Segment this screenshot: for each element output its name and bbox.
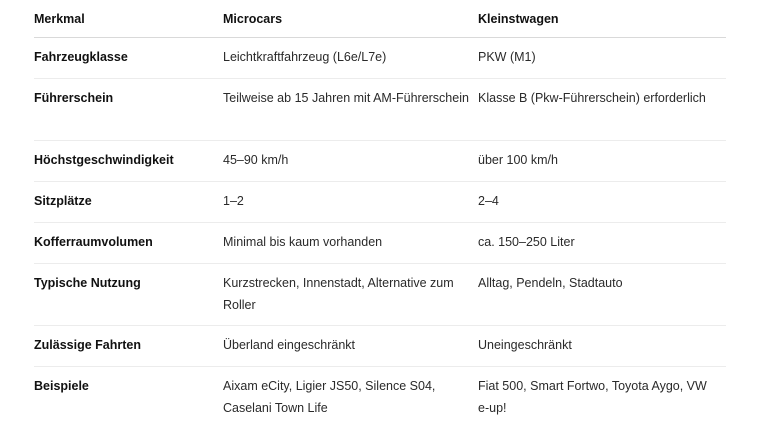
- microcars-cell: Aixam eCity, Ligier JS50, Silence S04, Caselani Town Life: [223, 379, 436, 415]
- kleinstwagen-cell: über 100 km/h: [478, 141, 726, 182]
- kleinstwagen-cell: Alltag, Pendeln, Stadtauto: [478, 264, 726, 326]
- row-label: Beispiele: [34, 379, 89, 393]
- table-row: [34, 367, 726, 429]
- header-kleinstwagen: Kleinstwagen: [478, 0, 726, 38]
- row-label: Fahrzeugklasse: [34, 38, 223, 79]
- header-feature: Merkmal: [34, 0, 223, 38]
- table-row: [34, 264, 726, 326]
- table-row: [34, 223, 726, 264]
- header-microcars: Microcars: [223, 0, 478, 38]
- microcars-cell: Teilweise ab 15 Jahren mit AM-Führerschein: [223, 79, 478, 141]
- row-label: Zulässige Fahrten: [34, 326, 223, 367]
- row-label: Kofferraumvolumen: [34, 223, 223, 264]
- table-row: [34, 141, 726, 182]
- microcars-cell: Überland eingeschränkt: [223, 326, 478, 367]
- table-row: [34, 182, 726, 223]
- row-label: Höchstgeschwindigkeit: [34, 141, 223, 182]
- kleinstwagen-cell: Fiat 500, Smart Fortwo, Toyota Aygo, VW e-up!: [478, 379, 707, 415]
- table-row: [34, 326, 726, 367]
- kleinstwagen-cell: 2–4: [478, 182, 726, 223]
- microcars-cell: Kurzstrecken, Innenstadt, Alternative zum Roller: [223, 264, 478, 326]
- kleinstwagen-cell: ca. 150–250 Liter: [478, 223, 726, 264]
- kleinstwagen-cell: Uneingeschränkt: [478, 326, 726, 367]
- table-row: [34, 38, 726, 79]
- row-label: Typische Nutzung: [34, 264, 223, 326]
- microcars-cell: Leichtkraftfahrzeug (L6e/L7e): [223, 38, 478, 79]
- microcars-cell: Minimal bis kaum vorhanden: [223, 223, 478, 264]
- table-header-row: [34, 0, 726, 38]
- comparison-table: [34, 0, 726, 428]
- comparison-table-container: [34, 0, 726, 428]
- row-label: Sitzplätze: [34, 182, 223, 223]
- microcars-cell: 45–90 km/h: [223, 141, 478, 182]
- kleinstwagen-cell: PKW (M1): [478, 38, 726, 79]
- kleinstwagen-cell: Klasse B (Pkw-Führerschein) erforderlich: [478, 79, 726, 141]
- microcars-cell: 1–2: [223, 182, 478, 223]
- table-row: [34, 79, 726, 141]
- row-label: Führerschein: [34, 79, 223, 141]
